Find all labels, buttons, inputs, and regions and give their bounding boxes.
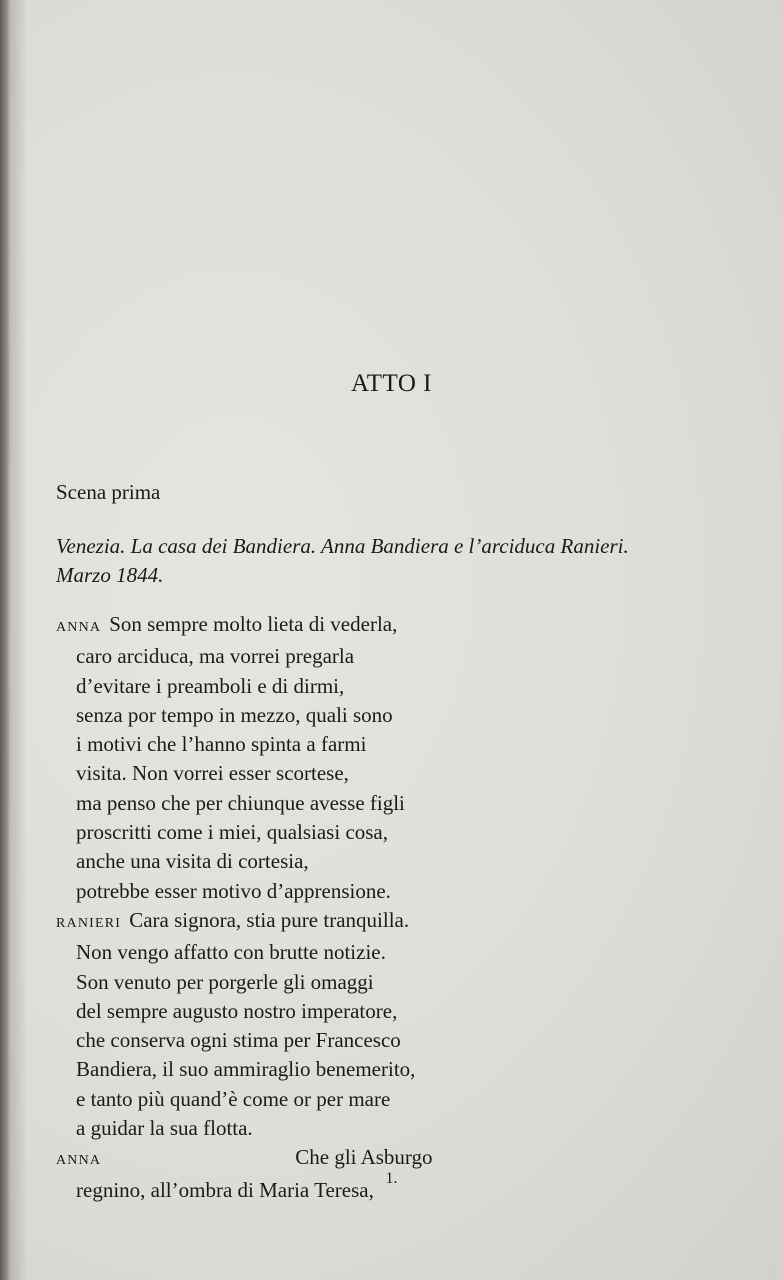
verse-line: che conserva ogni stima per Francesco	[76, 1028, 401, 1053]
verse-line: i motivi che l’hanno spinta a farmi	[76, 732, 367, 757]
verse-line: Bandiera, il suo ammiraglio benemerito,	[76, 1057, 416, 1082]
verse-line: senza por tempo in mezzo, quali sono	[76, 702, 393, 727]
verse-line	[56, 906, 756, 938]
verse-line: a guidar la sua flotta.	[76, 1116, 253, 1141]
verse-line: proscritti come i miei, qualsiasi cosa,	[76, 820, 389, 845]
speaker-name: RANIERI	[56, 915, 122, 931]
verse-line: d’evitare i preamboli e di dirmi,	[76, 673, 345, 698]
verse-text: Cara signora, stia pure tranquilla.	[129, 907, 410, 932]
speaker-name: ANNA	[56, 620, 102, 635]
verse-text: Che gli Asburgo	[295, 1145, 433, 1170]
act-title: ATTO I	[350, 370, 432, 397]
stage-direction-line: Marzo 1844.	[56, 563, 164, 587]
verse-line: ma penso che per chiunque avesse figli	[76, 790, 405, 815]
verse-line: regnino, all’ombra di Maria Teresa,	[76, 1177, 374, 1202]
verse-line: visita. Non vorrei esser scortese,	[76, 761, 349, 786]
page-number: 1.	[385, 1170, 398, 1187]
verse-line: e tanto più quand’è come or per mare	[76, 1086, 391, 1111]
verse-text: Son sempre molto lieta di vederla,	[109, 612, 398, 636]
verse-line: del sempre augusto nostro imperatore,	[76, 998, 398, 1023]
verse-dialogue	[56, 610, 756, 1205]
verse-line: caro arciduca, ma vorrei pregarla	[76, 644, 355, 669]
speaker-name: ANNA	[56, 1153, 102, 1169]
stage-direction	[56, 532, 756, 590]
stage-direction-line: Venezia. La casa dei Bandiera. Anna Bandiera e l’arciduca Ranieri.	[56, 534, 629, 558]
book-spine-shadow	[0, 0, 10, 1280]
scene-title: Scena prima	[56, 480, 161, 504]
verse-line: potrebbe esser motivo d’apprensione.	[76, 878, 391, 903]
verse-line: Non vengo affatto con brutte notizie.	[76, 940, 386, 965]
verse-line: anche una visita di cortesia,	[76, 849, 309, 874]
verse-line: Son venuto per porgerle gli omaggi	[76, 969, 374, 994]
verse-line	[56, 610, 756, 642]
